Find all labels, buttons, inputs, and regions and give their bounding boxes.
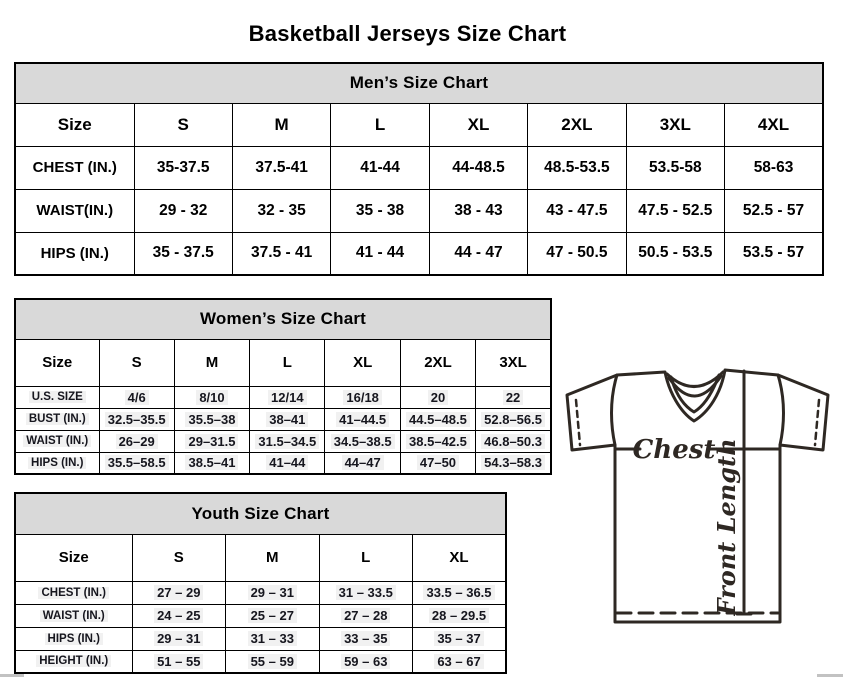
row-label: CHEST (IN.) (15, 581, 132, 604)
youth-size-chart-table (14, 492, 507, 674)
value-cell: 35-37.5 (134, 146, 232, 189)
size-column-header: M (232, 103, 330, 146)
value-cell: 41-44 (331, 146, 429, 189)
value-cell: 33 – 35 (319, 627, 413, 650)
value-cell: 29 – 31 (132, 627, 226, 650)
value-cell: 25 – 27 (226, 604, 320, 627)
value-cell: 29 - 32 (134, 189, 232, 232)
value-cell: 47 - 50.5 (528, 232, 626, 275)
scrollbar-left-fragment[interactable] (0, 674, 24, 677)
value-cell: 35.5–58.5 (99, 452, 174, 474)
value-cell: 31 – 33 (226, 627, 320, 650)
value-cell: 35 - 38 (331, 189, 429, 232)
value-cell: 38–41 (250, 408, 325, 430)
row-label: BUST (IN.) (15, 408, 99, 430)
size-column-header: M (226, 534, 320, 581)
size-column-header: 2XL (400, 339, 475, 386)
value-cell: 8/10 (174, 386, 249, 408)
size-column-header: S (99, 339, 174, 386)
row-label: HIPS (IN.) (15, 232, 134, 275)
size-column-header: L (250, 339, 325, 386)
row-label: U.S. SIZE (15, 386, 99, 408)
value-cell: 4/6 (99, 386, 174, 408)
size-column-header: L (319, 534, 413, 581)
value-cell: 41 - 44 (331, 232, 429, 275)
table-row (15, 627, 506, 650)
size-column-header: S (134, 103, 232, 146)
value-cell: 44–47 (325, 452, 400, 474)
youth-table-title: Youth Size Chart (15, 493, 506, 534)
value-cell: 38.5–41 (174, 452, 249, 474)
value-cell: 47.5 - 52.5 (626, 189, 724, 232)
value-cell: 48.5-53.5 (528, 146, 626, 189)
table-row (15, 452, 551, 474)
value-cell: 52.5 - 57 (725, 189, 823, 232)
table-row (15, 604, 506, 627)
row-label: WAIST(IN.) (15, 189, 134, 232)
value-cell: 38.5–42.5 (400, 430, 475, 452)
table-row (15, 408, 551, 430)
value-cell: 22 (476, 386, 551, 408)
size-column-header: M (174, 339, 249, 386)
value-cell: 59 – 63 (319, 650, 413, 673)
front-length-label: Front Length (712, 438, 741, 616)
value-cell: 29–31.5 (174, 430, 249, 452)
women-table (14, 298, 552, 475)
value-cell: 35.5–38 (174, 408, 249, 430)
value-cell: 63 – 67 (413, 650, 507, 673)
value-cell: 47–50 (400, 452, 475, 474)
value-cell: 29 – 31 (226, 581, 320, 604)
value-cell: 43 - 47.5 (528, 189, 626, 232)
size-column-header: L (331, 103, 429, 146)
size-column-header: S (132, 534, 226, 581)
value-cell: 34.5–38.5 (325, 430, 400, 452)
size-corner-header: Size (15, 339, 99, 386)
size-column-header: XL (413, 534, 507, 581)
value-cell: 38 - 43 (429, 189, 527, 232)
men-table-title: Men’s Size Chart (15, 63, 823, 103)
table-row (15, 189, 823, 232)
value-cell: 16/18 (325, 386, 400, 408)
size-corner-header: Size (15, 534, 132, 581)
value-cell: 41–44.5 (325, 408, 400, 430)
value-cell: 50.5 - 53.5 (626, 232, 724, 275)
scrollbar-right-fragment[interactable] (817, 674, 843, 677)
size-corner-header: Size (15, 103, 134, 146)
row-label: HIPS (IN.) (15, 452, 99, 474)
value-cell: 53.5-58 (626, 146, 724, 189)
value-cell: 44.5–48.5 (400, 408, 475, 430)
size-column-header: 3XL (626, 103, 724, 146)
value-cell: 33.5 – 36.5 (413, 581, 507, 604)
jersey-measurement-diagram (555, 355, 843, 645)
size-column-header: 3XL (476, 339, 551, 386)
value-cell: 51 – 55 (132, 650, 226, 673)
value-cell: 58-63 (725, 146, 823, 189)
page-title: Basketball Jerseys Size Chart (248, 20, 567, 46)
women-table-title: Women’s Size Chart (15, 299, 551, 339)
row-label: WAIST (IN.) (15, 604, 132, 627)
table-row (15, 650, 506, 673)
men-table (14, 62, 824, 276)
table-row (15, 146, 823, 189)
table-row (15, 430, 551, 452)
size-column-header: XL (429, 103, 527, 146)
mens-size-chart-table (14, 62, 824, 276)
value-cell: 20 (400, 386, 475, 408)
table-row (15, 232, 823, 275)
table-row (15, 386, 551, 408)
value-cell: 27 – 28 (319, 604, 413, 627)
value-cell: 32.5–35.5 (99, 408, 174, 430)
value-cell: 46.8–50.3 (476, 430, 551, 452)
value-cell: 26–29 (99, 430, 174, 452)
row-label: CHEST (IN.) (15, 146, 134, 189)
value-cell: 55 – 59 (226, 650, 320, 673)
value-cell: 31.5–34.5 (250, 430, 325, 452)
value-cell: 27 – 29 (132, 581, 226, 604)
value-cell: 52.8–56.5 (476, 408, 551, 430)
row-label: WAIST (IN.) (15, 430, 99, 452)
value-cell: 35 - 37.5 (134, 232, 232, 275)
value-cell: 53.5 - 57 (725, 232, 823, 275)
value-cell: 28 – 29.5 (413, 604, 507, 627)
value-cell: 31 – 33.5 (319, 581, 413, 604)
womens-size-chart-table (14, 298, 552, 475)
size-column-header: 2XL (528, 103, 626, 146)
value-cell: 35 – 37 (413, 627, 507, 650)
value-cell: 41–44 (250, 452, 325, 474)
youth-table (14, 492, 507, 674)
row-label: HEIGHT (IN.) (15, 650, 132, 673)
size-column-header: XL (325, 339, 400, 386)
value-cell: 54.3–58.3 (476, 452, 551, 474)
value-cell: 44 - 47 (429, 232, 527, 275)
table-row (15, 581, 506, 604)
value-cell: 32 - 35 (232, 189, 330, 232)
size-column-header: 4XL (725, 103, 823, 146)
value-cell: 12/14 (250, 386, 325, 408)
value-cell: 37.5-41 (232, 146, 330, 189)
value-cell: 44-48.5 (429, 146, 527, 189)
row-label: HIPS (IN.) (15, 627, 132, 650)
value-cell: 37.5 - 41 (232, 232, 330, 275)
chest-label: Chest (632, 435, 716, 465)
value-cell: 24 – 25 (132, 604, 226, 627)
